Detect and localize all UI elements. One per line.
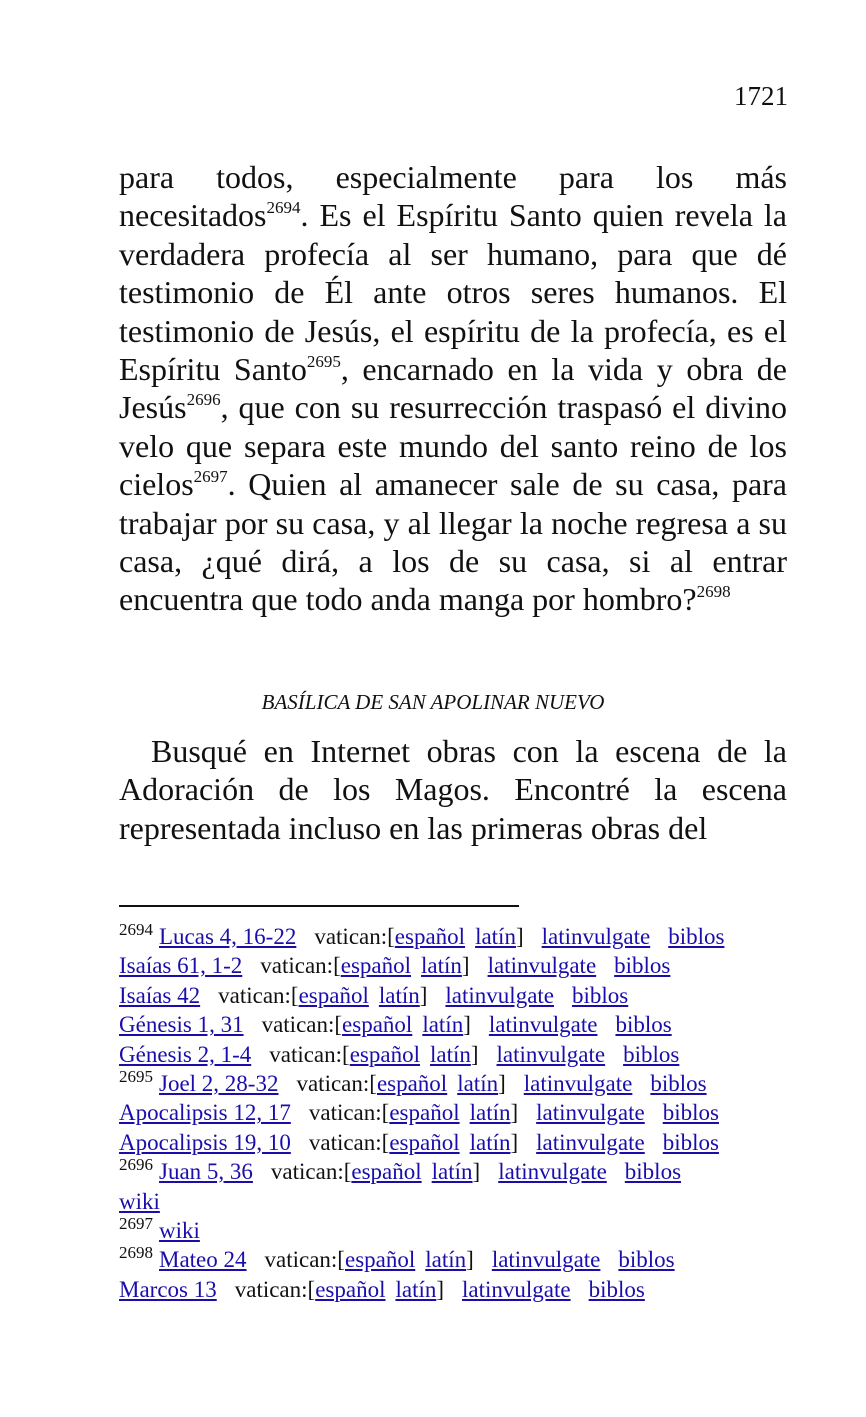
vatican-label: vatican:[ xyxy=(264,1247,345,1273)
biblos-link[interactable]: biblos xyxy=(588,1276,645,1302)
biblos-link[interactable]: biblos xyxy=(623,1041,680,1067)
vatican-label: vatican:[ xyxy=(314,924,395,949)
bracket-close: ] xyxy=(498,1071,506,1097)
espanol-link[interactable]: español xyxy=(389,1100,460,1126)
latin-link[interactable]: latín xyxy=(469,1129,511,1155)
footnote-ref: 2695 xyxy=(306,352,341,372)
footnote-line xyxy=(119,1098,799,1127)
bracket-close: ] xyxy=(510,1129,519,1155)
latinvulgate-link[interactable]: latinvulgate xyxy=(445,982,554,1008)
footnote-line xyxy=(119,1187,799,1216)
bible-ref-link[interactable]: Joel 2, 28-32 xyxy=(159,1071,279,1097)
bible-ref-link[interactable]: Apocalipsis 12, 17 xyxy=(119,1100,291,1126)
vatican-label: vatican:[ xyxy=(296,1071,377,1097)
latinvulgate-link[interactable]: latinvulgate xyxy=(487,953,597,979)
bible-ref-link[interactable]: Marcos 13 xyxy=(119,1276,217,1302)
latinvulgate-link[interactable]: latinvulgate xyxy=(498,1159,607,1185)
biblos-link[interactable]: biblos xyxy=(662,1129,719,1155)
bracket-close: ] xyxy=(463,1012,471,1038)
vatican-label: vatican:[ xyxy=(218,982,299,1008)
biblos-link[interactable]: biblos xyxy=(668,924,725,949)
footnote-line xyxy=(119,981,799,1010)
footnote-ref: 2696 xyxy=(186,390,221,410)
vatican-label: vatican:[ xyxy=(308,1100,390,1126)
bible-ref-link[interactable]: Mateo 24 xyxy=(159,1247,247,1273)
latinvulgate-link[interactable]: latinvulgate xyxy=(536,1100,645,1126)
wiki-link[interactable]: wiki xyxy=(119,1188,160,1214)
bible-ref-link[interactable]: Apocalipsis 19, 10 xyxy=(119,1129,291,1155)
espanol-link[interactable]: español xyxy=(344,1247,416,1273)
bracket-close: ] xyxy=(515,924,524,949)
biblos-link[interactable]: biblos xyxy=(572,982,629,1008)
footnote-number: 2696 xyxy=(119,1155,153,1175)
vatican-label: vatican:[ xyxy=(261,1012,343,1038)
espanol-link[interactable]: español xyxy=(389,1129,460,1155)
footnote-line xyxy=(119,1245,799,1274)
latin-link[interactable]: latín xyxy=(378,982,420,1008)
espanol-link[interactable]: español xyxy=(298,982,369,1008)
bracket-close: ] xyxy=(419,982,428,1008)
latin-link[interactable]: latín xyxy=(395,1276,437,1302)
bracket-close: ] xyxy=(470,1041,479,1067)
latin-link[interactable]: latín xyxy=(469,1100,511,1126)
espanol-link[interactable]: español xyxy=(342,1012,413,1038)
vatican-label: vatican:[ xyxy=(308,1129,390,1155)
latinvulgate-link[interactable]: latinvulgate xyxy=(488,1012,598,1038)
footnote-line xyxy=(119,922,799,951)
footnote-line xyxy=(119,1128,799,1157)
vatican-label: vatican:[ xyxy=(234,1276,316,1302)
latinvulgate-link[interactable]: latinvulgate xyxy=(523,1071,633,1097)
espanol-link[interactable]: español xyxy=(315,1276,386,1302)
vatican-label: vatican:[ xyxy=(269,1041,350,1067)
latinvulgate-link[interactable]: latinvulgate xyxy=(462,1276,571,1302)
biblos-link[interactable]: biblos xyxy=(662,1100,719,1126)
espanol-link[interactable]: español xyxy=(351,1159,422,1185)
biblos-link[interactable]: biblos xyxy=(650,1071,707,1097)
footnote-line xyxy=(119,1275,799,1304)
espanol-link[interactable]: español xyxy=(394,924,466,949)
espanol-link[interactable]: español xyxy=(376,1071,448,1097)
footnotes xyxy=(119,922,799,1304)
footnote-line xyxy=(119,951,799,980)
footnote-ref: 2694 xyxy=(266,198,301,218)
footnote-number: 2694 xyxy=(119,920,153,939)
bracket-close: ] xyxy=(436,1276,445,1302)
footnote-number: 2695 xyxy=(119,1067,153,1087)
latin-link[interactable]: latín xyxy=(457,1071,499,1097)
latinvulgate-link[interactable]: latinvulgate xyxy=(536,1129,645,1155)
bible-ref-link[interactable]: Génesis 2, 1-4 xyxy=(119,1041,252,1067)
latinvulgate-link[interactable]: latinvulgate xyxy=(491,1247,601,1273)
bracket-close: ] xyxy=(461,953,470,979)
espanol-link[interactable]: español xyxy=(340,953,412,979)
latin-link[interactable]: latín xyxy=(425,1247,467,1273)
latinvulgate-link[interactable]: latinvulgate xyxy=(541,924,651,949)
biblos-link[interactable]: biblos xyxy=(614,953,671,979)
vatican-label: vatican:[ xyxy=(260,953,341,979)
section-heading: BASÍLICA DE SAN APOLINAR NUEVO xyxy=(261,690,605,714)
footnote-number: 2698 xyxy=(119,1243,153,1263)
page-number: 1721 xyxy=(734,81,788,111)
vatican-label: vatican:[ xyxy=(270,1159,352,1185)
biblos-link[interactable]: biblos xyxy=(624,1159,682,1185)
latin-link[interactable]: latín xyxy=(422,1012,464,1038)
bracket-close: ] xyxy=(472,1159,481,1185)
footnote-line xyxy=(119,1069,799,1098)
footnote-divider xyxy=(119,905,519,907)
latin-link[interactable]: latín xyxy=(429,1041,471,1067)
bible-ref-link[interactable]: Lucas 4, 16-22 xyxy=(159,924,297,949)
bible-ref-link[interactable]: Génesis 1, 31 xyxy=(119,1012,244,1038)
latin-link[interactable]: latín xyxy=(421,953,462,979)
latin-link[interactable]: latín xyxy=(431,1159,473,1185)
bracket-close: ] xyxy=(466,1247,474,1273)
body-paragraph-1: para todos, especialmente para los más necesitados$^{2694}$. Es el Espíritu Santo quien revela la verdadera profecía al ser humano, para que dé testimonio de Él ante otros seres humanos. El testimonio de Jesús, el espíritu de la profecía, es el Espíritu Santo$^{2695}$, encarnado en la vida y obra de Jesús$^{2696}$, que con su resurrección traspasó el divino velo que separa este mundo del santo reino de los cielos$^{2697}$. Quien al amanecer sale de su casa, para trabajar por su casa, y al llegar la noche regresa a su casa, ¿qué dirá, a los de su casa, si al entrar encuentra que todo anda manga por hombro?$^{2698}$ xyxy=(119,159,788,618)
bible-ref-link[interactable]: Isaías 42 xyxy=(119,982,201,1008)
footnote-number: 2697 xyxy=(119,1214,153,1234)
biblos-link[interactable]: biblos xyxy=(618,1247,675,1273)
biblos-link[interactable]: biblos xyxy=(615,1012,672,1038)
footnote-line xyxy=(119,1216,799,1245)
bracket-close: ] xyxy=(510,1100,519,1126)
footnote-line xyxy=(119,1010,799,1039)
footnote-ref: 2697 xyxy=(193,467,228,487)
bible-ref-link[interactable]: Juan 5, 36 xyxy=(159,1159,253,1185)
footnote-ref: 2698 xyxy=(696,582,731,602)
latin-link[interactable]: latín xyxy=(475,924,516,949)
latinvulgate-link[interactable]: latinvulgate xyxy=(496,1041,606,1067)
footnote-line xyxy=(119,1157,799,1186)
espanol-link[interactable]: español xyxy=(349,1041,420,1067)
footnote-line xyxy=(119,1040,799,1069)
wiki-link[interactable]: wiki xyxy=(159,1218,200,1244)
bible-ref-link[interactable]: Isaías 61, 1-2 xyxy=(119,953,243,979)
body-paragraph-2: Busqué en Internet obras con la escena de la Adoración de los Magos. Encontré la escena representada incluso en las primeras obras del xyxy=(119,733,787,846)
